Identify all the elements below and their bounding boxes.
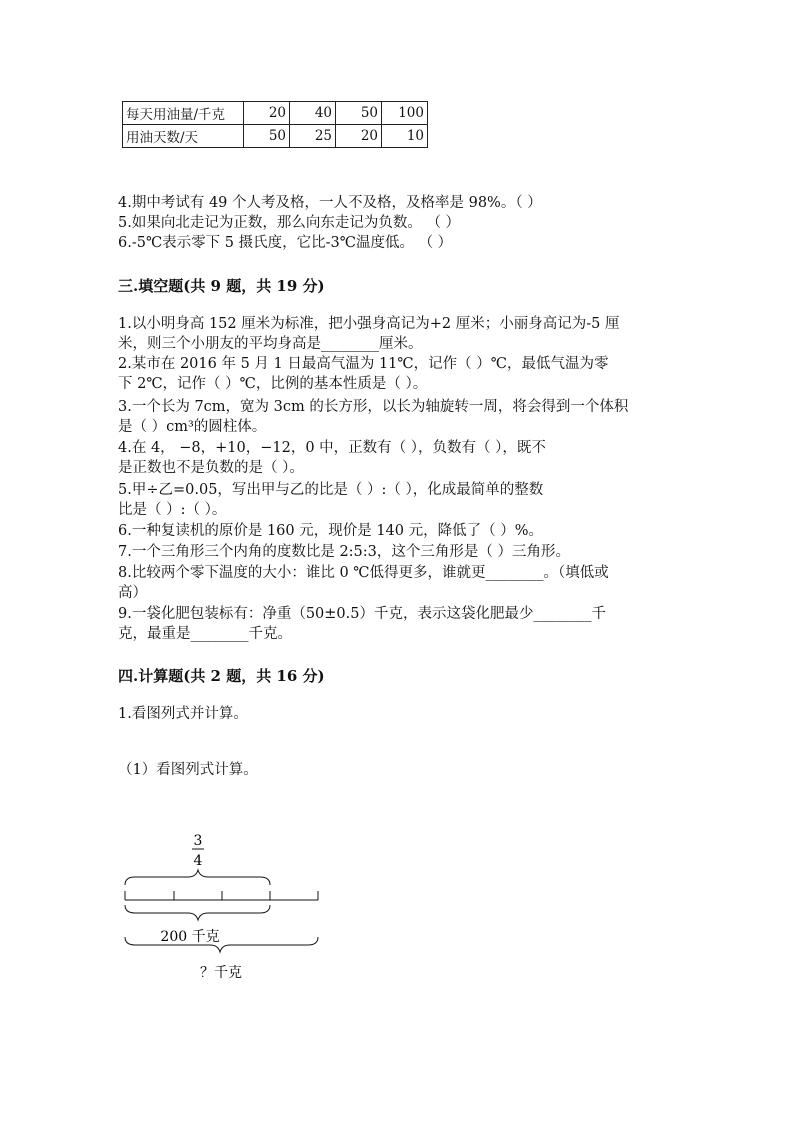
- judge-question-6: 6.-5℃表示零下 5 摄氏度，它比-3℃温度低。 （ ）: [118, 235, 453, 251]
- fill-question-line: 6.一种复读机的原价是 160 元，现价是 140 元，降低了（ ）%。: [118, 523, 544, 539]
- fill-question-line: 3.一个长为 7cm，宽为 3cm 的长方形，以长为轴旋转一周，将会得到一个体积: [118, 399, 629, 415]
- table-cell: 40: [290, 102, 336, 125]
- table-cell: 20: [244, 102, 290, 125]
- middle-brace: [125, 905, 270, 920]
- judge-question-5: 5.如果向北走记为正数，那么向东走记为负数。 （ ）: [118, 215, 461, 231]
- part-weight-label: 200 千克: [160, 929, 220, 945]
- section-4-heading: 四.计算题(共 2 题，共 16 分): [118, 667, 325, 685]
- fill-question-line: 高）: [118, 585, 147, 601]
- section-3-heading: 三.填空题(共 9 题，共 19 分): [118, 277, 325, 295]
- judge-question-4: 4.期中考试有 49 个人考及格，一人不及格，及格率是 98%。（ ）: [118, 195, 542, 211]
- fill-question-line: 是（ ）cm³的圆柱体。: [118, 419, 267, 435]
- row-label: 每天用油量/千克: [123, 102, 244, 125]
- calc-subquestion-1: （1）看图列式计算。: [118, 762, 258, 778]
- fill-question-line: 米，则三个小朋友的平均身高是________厘米。: [118, 336, 423, 352]
- table-cell: 20: [336, 125, 382, 148]
- table-cell: 50: [336, 102, 382, 125]
- fill-question-line: 1.以小明身高 152 厘米为标准，把小强身高记为+2 厘米；小丽身高记为-5 厘: [118, 316, 620, 332]
- fill-question-line: 2.某市在 2016 年 5 月 1 日最高气温为 11℃，记作（ ）℃，最低气温为零: [118, 356, 609, 372]
- top-brace: [125, 870, 270, 885]
- table-row: [123, 125, 428, 148]
- oil-usage-table: [122, 101, 428, 148]
- table-cell: 25: [290, 125, 336, 148]
- fill-question-line: 比是（ ）:（ ）。: [118, 502, 227, 518]
- fill-question-line: 5.甲÷乙=0.05，写出甲与乙的比是（ ）:（ ），化成最简单的整数: [118, 482, 544, 498]
- fill-question-line: 下 2℃，记作（ ）℃，比例的基本性质是（ ）。: [118, 376, 428, 392]
- table-row: [123, 102, 428, 125]
- fraction-diagram: [110, 825, 340, 990]
- table-cell: 50: [244, 125, 290, 148]
- row-label: 用油天数/天: [123, 125, 244, 148]
- fill-question-line: 4.在 4， −8，+10，−12，0 中，正数有（ ），负数有（ ），既不: [118, 440, 546, 456]
- fill-question-line: 9.一袋化肥包装标有：净重（50±0.5）千克，表示这袋化肥最少________千: [118, 606, 606, 622]
- bottom-brace: [125, 937, 318, 952]
- fill-question-line: 8.比较两个零下温度的大小：谁比 0 ℃低得更多，谁就更________。（填低或: [118, 565, 609, 581]
- fill-question-line: 7.一个三角形三个内角的度数比是 2:5:3，这个三角形是（ ）三角形。: [118, 544, 570, 560]
- fill-question-line: 是正数也不是负数的是（ ）。: [118, 460, 304, 476]
- fraction-denominator: 4: [193, 853, 203, 869]
- fraction-numerator: 3: [193, 833, 203, 849]
- table-cell: 10: [382, 125, 428, 148]
- total-weight-label: ？千克: [200, 965, 242, 981]
- calc-question-1: 1.看图列式并计算。: [118, 706, 248, 722]
- fill-question-line: 克，最重是________千克。: [118, 626, 292, 642]
- table-cell: 100: [382, 102, 428, 125]
